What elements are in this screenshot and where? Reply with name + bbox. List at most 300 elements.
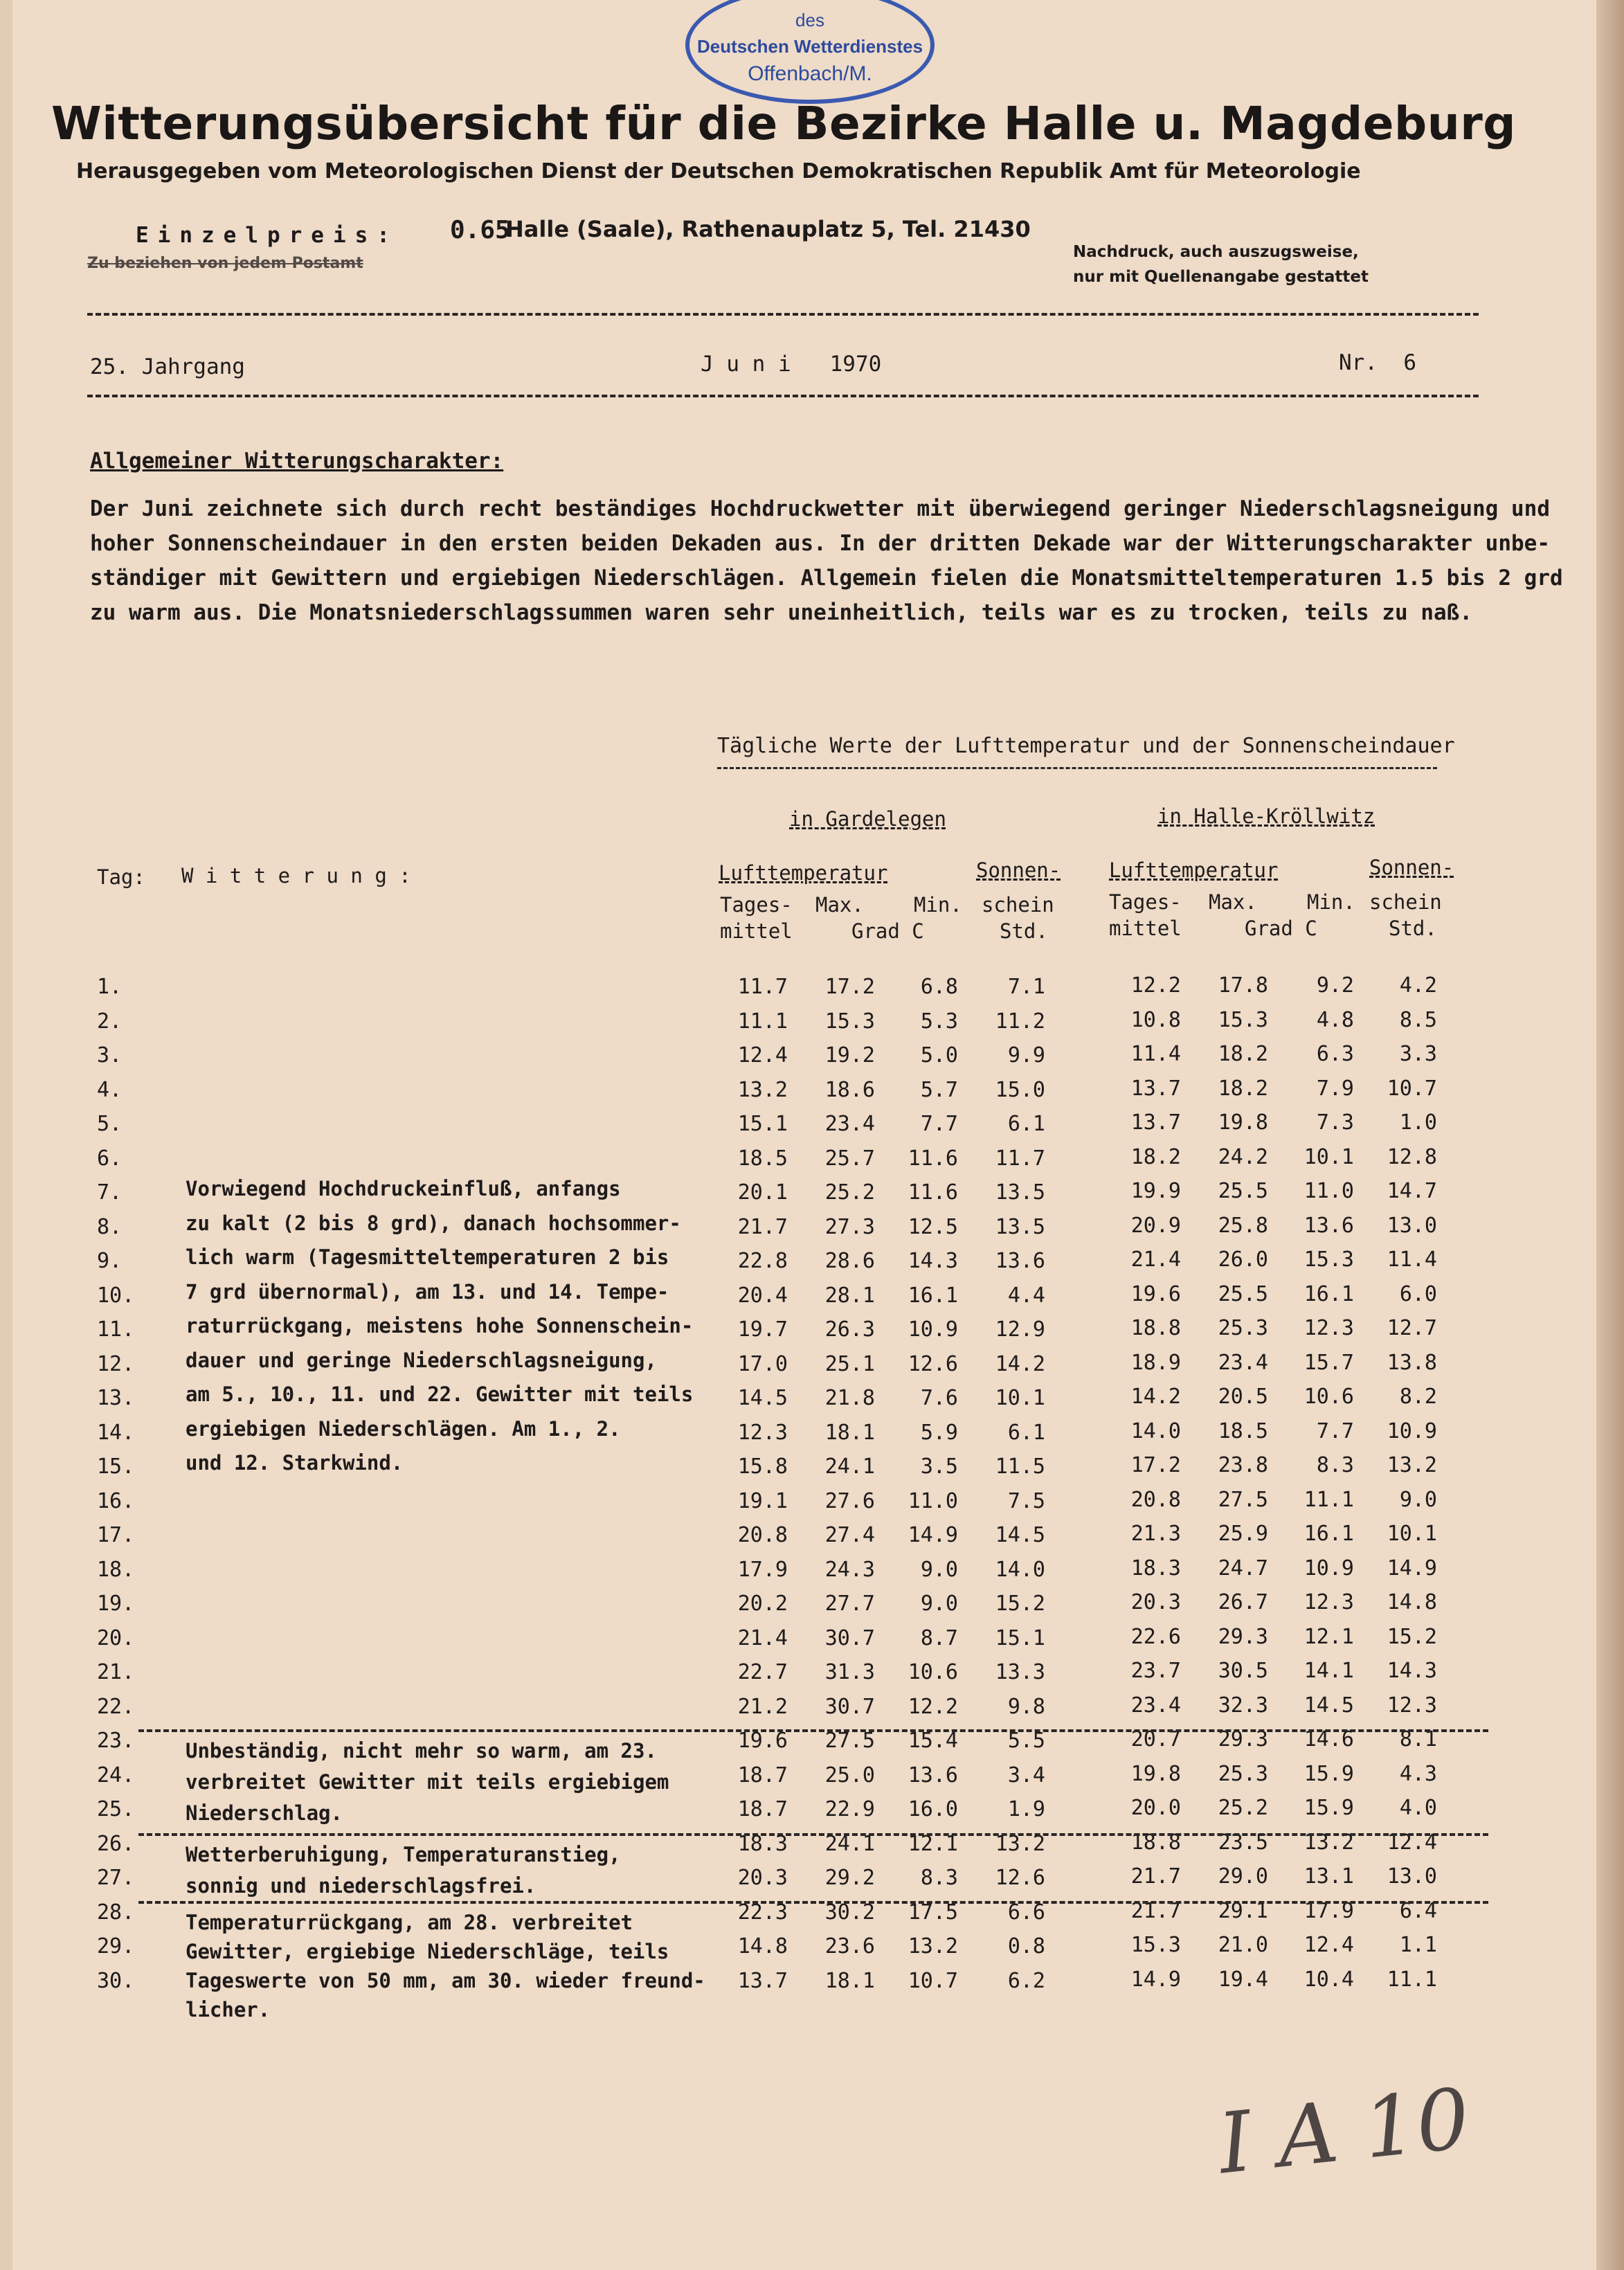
gardelegen-cell: 11.6	[908, 1180, 958, 1205]
gardelegen-cell: 9.9	[1007, 1043, 1045, 1068]
gardelegen-cell: 24.1	[824, 1832, 875, 1856]
halle-cell: 25.9	[1218, 1522, 1268, 1546]
halle-cell: 21.4	[1130, 1247, 1181, 1272]
halle-cell: 23.8	[1218, 1453, 1268, 1477]
document-title: Witterungsübersicht für die Bezirke Halle u. Magdeburg	[51, 97, 1517, 150]
halle-cell: 7.3	[1316, 1110, 1354, 1135]
halle-cell: 13.0	[1387, 1864, 1437, 1889]
gardelegen-cell: 1.9	[1007, 1797, 1045, 1821]
halle-cell: 14.9	[1387, 1556, 1437, 1580]
postamt-note: Zu beziehen von jedem Postamt	[87, 255, 363, 272]
halle-cell: 6.4	[1399, 1899, 1437, 1923]
halle-cell: 29.3	[1218, 1625, 1268, 1649]
halle-cell: 17.8	[1218, 973, 1268, 998]
halle-cell: 11.1	[1303, 1488, 1354, 1512]
halle-cell: 16.1	[1303, 1282, 1354, 1306]
gardelegen-cell: 13.2	[995, 1832, 1045, 1856]
halle-cell: 17.9	[1303, 1899, 1354, 1923]
h-mittel-header: mittel	[1109, 917, 1182, 940]
stamp-line-3: Offenbach/M.	[748, 62, 872, 85]
halle-cell: 1.1	[1399, 1933, 1437, 1957]
period-separator	[138, 1901, 1488, 1904]
halle-cell: 15.3	[1303, 1247, 1354, 1272]
halle-cell: 4.8	[1316, 1008, 1354, 1032]
g-tages-header: Tages-	[720, 893, 793, 917]
g-luft-header: Lufttemperatur	[719, 861, 888, 885]
gardelegen-cell: 16.1	[908, 1283, 958, 1308]
halle-cell: 13.2	[1387, 1453, 1437, 1477]
publisher-address: Halle (Saale), Rathenauplatz 5, Tel. 21430	[505, 216, 1031, 242]
gardelegen-cell: 14.8	[737, 1934, 788, 1958]
gardelegen-cell: 3.4	[1007, 1763, 1045, 1787]
day-label: 26.	[97, 1832, 135, 1856]
halle-cell: 7.9	[1316, 1077, 1354, 1101]
day-label: 1.	[97, 975, 123, 999]
day-label: 23.	[97, 1729, 135, 1753]
halle-cell: 29.3	[1218, 1727, 1268, 1751]
price-label: Einzelpreis:	[136, 223, 399, 248]
publisher-line: Herausgegeben vom Meteorologischen Dienst der Deutschen Demokratischen Republik Amt für Meteorologie	[76, 159, 1361, 183]
gardelegen-cell: 23.4	[824, 1112, 875, 1136]
halle-cell: 6.3	[1316, 1042, 1354, 1066]
gardelegen-cell: 18.1	[824, 1421, 875, 1445]
caption-underline	[717, 767, 1437, 769]
gardelegen-cell: 14.0	[995, 1558, 1045, 1582]
day-label: 14.	[97, 1421, 135, 1445]
halle-cell: 20.3	[1130, 1590, 1181, 1614]
halle-cell: 14.9	[1130, 1967, 1181, 1992]
page-left-edge	[0, 0, 12, 2270]
halle-cell: 18.9	[1130, 1351, 1181, 1375]
halle-cell: 20.7	[1130, 1727, 1181, 1751]
weather-description-line: raturrückgang, meistens hohe Sonnenschein-	[186, 1314, 694, 1337]
g-max-header: Max.	[815, 893, 864, 917]
gardelegen-cell: 27.5	[824, 1729, 875, 1753]
halle-cell: 9.2	[1316, 973, 1354, 998]
gardelegen-cell: 17.2	[824, 975, 875, 999]
halle-cell: 14.2	[1130, 1385, 1181, 1409]
halle-cell: 15.7	[1303, 1351, 1354, 1375]
halle-cell: 26.7	[1218, 1590, 1268, 1614]
halle-cell: 21.3	[1130, 1522, 1181, 1546]
halle-cell: 19.6	[1130, 1282, 1181, 1306]
halle-cell: 18.8	[1130, 1316, 1181, 1340]
col-witterung-header: W i t t e r u n g :	[181, 864, 411, 888]
gardelegen-cell: 21.4	[737, 1626, 788, 1650]
paragraph-line: ständiger mit Gewittern und ergiebigen Niederschlägen. Allgemein fielen die Monatsmitteltemperaturen 1.5 bis 2 grd	[90, 566, 1563, 591]
halle-cell: 14.6	[1303, 1727, 1354, 1751]
halle-cell: 13.7	[1130, 1077, 1181, 1101]
gardelegen-cell: 7.1	[1007, 975, 1045, 999]
weather-description-line: ergiebigen Niederschlägen. Am 1., 2.	[186, 1417, 621, 1441]
halle-cell: 14.7	[1387, 1179, 1437, 1203]
halle-cell: 11.4	[1130, 1042, 1181, 1066]
gardelegen-cell: 16.0	[908, 1797, 958, 1821]
gardelegen-cell: 0.8	[1007, 1934, 1045, 1958]
halle-cell: 16.1	[1303, 1522, 1354, 1546]
gardelegen-cell: 5.7	[920, 1078, 958, 1102]
day-label: 2.	[97, 1009, 123, 1034]
gardelegen-cell: 11.7	[737, 975, 788, 999]
day-label: 20.	[97, 1626, 135, 1650]
gardelegen-cell: 27.6	[824, 1489, 875, 1513]
divider-issue	[87, 395, 1479, 397]
gardelegen-cell: 15.1	[995, 1626, 1045, 1650]
paragraph-line: hoher Sonnenscheindauer in den ersten beiden Dekaden aus. In der dritten Dekade war der Witterungscharakter unbe-	[90, 531, 1550, 556]
weather-description-line: Tageswerte von 50 mm, am 30. wieder freund-	[186, 1969, 705, 1992]
gardelegen-cell: 7.7	[920, 1112, 958, 1136]
weather-description-line: dauer und geringe Niederschlagsneigung,	[186, 1349, 657, 1372]
halle-cell: 12.3	[1303, 1316, 1354, 1340]
divider-top	[87, 313, 1479, 316]
day-label: 7.	[97, 1180, 123, 1205]
halle-cell: 25.5	[1218, 1282, 1268, 1306]
gardelegen-cell: 5.3	[920, 1009, 958, 1034]
gardelegen-cell: 6.2	[1007, 1969, 1045, 1993]
gardelegen-cell: 22.3	[737, 1900, 788, 1925]
halle-cell: 19.9	[1130, 1179, 1181, 1203]
halle-cell: 20.0	[1130, 1796, 1181, 1820]
station-halle: in Halle-Kröllwitz	[1157, 804, 1375, 828]
gardelegen-cell: 30.2	[824, 1900, 875, 1925]
halle-cell: 20.8	[1130, 1488, 1181, 1512]
halle-cell: 18.8	[1130, 1830, 1181, 1855]
halle-cell: 18.2	[1218, 1042, 1268, 1066]
gardelegen-cell: 14.2	[995, 1352, 1045, 1376]
reprint-line-2: nur mit Quellenangabe gestattet	[1073, 268, 1369, 286]
day-label: 16.	[97, 1489, 135, 1513]
paragraph-line: zu warm aus. Die Monatsniederschlagssummen waren sehr uneinheitlich, teils war es zu trocken, teils zu naß.	[90, 600, 1473, 625]
day-label: 5.	[97, 1112, 123, 1136]
halle-cell: 19.8	[1218, 1110, 1268, 1135]
halle-cell: 29.1	[1218, 1899, 1268, 1923]
gardelegen-cell: 15.2	[995, 1592, 1045, 1616]
gardelegen-cell: 7.6	[920, 1386, 958, 1410]
g-sonnen-header: Sonnen-	[976, 858, 1061, 882]
halle-cell: 15.2	[1387, 1625, 1437, 1649]
gardelegen-cell: 21.7	[737, 1215, 788, 1239]
col-tag-header: Tag:	[97, 865, 145, 889]
handwritten-archive-mark: I A 10	[1214, 2071, 1474, 2193]
weather-description-line: Temperaturrückgang, am 28. verbreitet	[186, 1911, 633, 1934]
gardelegen-cell: 5.0	[920, 1043, 958, 1068]
gardelegen-cell: 10.7	[908, 1969, 958, 1993]
day-label: 3.	[97, 1043, 123, 1068]
g-mittel-header: mittel	[720, 919, 793, 943]
weather-description-line: zu kalt (2 bis 8 grd), danach hochsommer-	[186, 1211, 681, 1235]
day-label: 22.	[97, 1695, 135, 1719]
halle-cell: 10.7	[1387, 1077, 1437, 1101]
halle-cell: 25.5	[1218, 1179, 1268, 1203]
gardelegen-cell: 19.1	[737, 1489, 788, 1513]
day-label: 28.	[97, 1900, 135, 1925]
gardelegen-cell: 7.5	[1007, 1489, 1045, 1513]
halle-cell: 12.4	[1387, 1830, 1437, 1855]
halle-cell: 13.6	[1303, 1214, 1354, 1238]
gardelegen-cell: 8.3	[920, 1866, 958, 1890]
day-label: 11.	[97, 1317, 135, 1342]
halle-cell: 25.2	[1218, 1796, 1268, 1820]
gardelegen-cell: 5.9	[920, 1421, 958, 1445]
weather-description-line: verbreitet Gewitter mit teils ergiebigem	[186, 1770, 669, 1794]
halle-cell: 10.8	[1130, 1008, 1181, 1032]
halle-cell: 23.4	[1130, 1693, 1181, 1718]
archive-stamp	[685, 0, 935, 104]
halle-cell: 10.1	[1303, 1145, 1354, 1169]
gardelegen-cell: 9.0	[920, 1558, 958, 1582]
gardelegen-cell: 27.4	[824, 1523, 875, 1547]
gardelegen-cell: 25.7	[824, 1146, 875, 1171]
halle-cell: 18.2	[1130, 1145, 1181, 1169]
stamp-line-2: Deutschen Wetterdienstes	[696, 36, 923, 57]
halle-cell: 15.9	[1303, 1796, 1354, 1820]
gardelegen-cell: 20.4	[737, 1283, 788, 1308]
halle-cell: 19.8	[1130, 1762, 1181, 1786]
gardelegen-cell: 19.2	[824, 1043, 875, 1068]
g-min-header: Min.	[914, 893, 962, 917]
halle-cell: 6.0	[1399, 1282, 1437, 1306]
gardelegen-cell: 13.5	[995, 1215, 1045, 1239]
binding-edge	[1596, 0, 1624, 2270]
gardelegen-cell: 19.7	[737, 1317, 788, 1342]
halle-cell: 14.3	[1387, 1659, 1437, 1683]
day-label: 4.	[97, 1078, 123, 1102]
day-label: 9.	[97, 1249, 123, 1273]
day-label: 27.	[97, 1866, 135, 1890]
halle-cell: 29.0	[1218, 1864, 1268, 1889]
gardelegen-cell: 22.9	[824, 1797, 875, 1821]
halle-cell: 24.2	[1218, 1145, 1268, 1169]
halle-cell: 15.3	[1218, 1008, 1268, 1032]
halle-cell: 21.7	[1130, 1864, 1181, 1889]
gardelegen-cell: 6.6	[1007, 1900, 1045, 1925]
halle-cell: 27.5	[1218, 1488, 1268, 1512]
gardelegen-cell: 21.8	[824, 1386, 875, 1410]
gardelegen-cell: 13.5	[995, 1180, 1045, 1205]
period-separator	[138, 1729, 1488, 1732]
gardelegen-cell: 12.4	[737, 1043, 788, 1068]
gardelegen-cell: 18.7	[737, 1763, 788, 1787]
gardelegen-cell: 14.5	[737, 1386, 788, 1410]
reprint-notice	[1073, 240, 1369, 289]
halle-cell: 4.0	[1399, 1796, 1437, 1820]
gardelegen-cell: 17.0	[737, 1352, 788, 1376]
day-label: 6.	[97, 1146, 123, 1171]
gardelegen-cell: 15.1	[737, 1112, 788, 1136]
gardelegen-cell: 6.1	[1007, 1112, 1045, 1136]
day-label: 10.	[97, 1283, 135, 1308]
gardelegen-cell: 18.1	[824, 1969, 875, 1993]
gardelegen-cell: 15.3	[824, 1009, 875, 1034]
halle-cell: 11.0	[1303, 1179, 1354, 1203]
halle-cell: 11.1	[1387, 1967, 1437, 1992]
gardelegen-cell: 13.7	[737, 1969, 788, 1993]
halle-cell: 21.7	[1130, 1899, 1181, 1923]
gardelegen-cell: 11.1	[737, 1009, 788, 1034]
gardelegen-cell: 11.7	[995, 1146, 1045, 1171]
halle-cell: 25.3	[1218, 1762, 1268, 1786]
gardelegen-cell: 20.2	[737, 1592, 788, 1616]
day-label: 13.	[97, 1386, 135, 1410]
gardelegen-cell: 14.3	[908, 1249, 958, 1273]
gardelegen-cell: 24.1	[824, 1454, 875, 1479]
halle-cell: 15.9	[1303, 1762, 1354, 1786]
gardelegen-cell: 30.7	[824, 1626, 875, 1650]
gardelegen-cell: 11.2	[995, 1009, 1045, 1034]
halle-cell: 12.7	[1387, 1316, 1437, 1340]
halle-cell: 23.7	[1130, 1659, 1181, 1683]
day-label: 30.	[97, 1969, 135, 1993]
gardelegen-cell: 23.6	[824, 1934, 875, 1958]
halle-cell: 14.5	[1303, 1693, 1354, 1718]
halle-cell: 4.3	[1399, 1762, 1437, 1786]
day-label: 12.	[97, 1352, 135, 1376]
g-grad-header: Grad C	[851, 919, 924, 943]
h-luft-header: Lufttemperatur	[1109, 858, 1279, 882]
weather-description-line: am 5., 10., 11. und 22. Gewitter mit teils	[186, 1382, 694, 1406]
h-std-header: Std.	[1389, 917, 1437, 940]
weather-description-line: Gewitter, ergiebige Niederschläge, teils	[186, 1940, 669, 1963]
halle-cell: 26.0	[1218, 1247, 1268, 1272]
halle-cell: 17.2	[1130, 1453, 1181, 1477]
gardelegen-cell: 11.5	[995, 1454, 1045, 1479]
station-gardelegen: in Gardelegen	[789, 807, 946, 831]
weather-description-line: 7 grd übernormal), am 13. und 14. Tempe-	[186, 1280, 669, 1304]
g-std-header: Std.	[1000, 919, 1048, 943]
weather-description-line: licher.	[186, 1998, 271, 2021]
halle-cell: 3.3	[1399, 1042, 1437, 1066]
day-label: 17.	[97, 1523, 135, 1547]
issue-jahrgang: 25. Jahrgang	[90, 354, 245, 379]
weather-description-line: sonnig und niederschlagsfrei.	[186, 1874, 536, 1898]
gardelegen-cell: 15.4	[908, 1729, 958, 1753]
gardelegen-cell: 12.3	[737, 1421, 788, 1445]
gardelegen-cell: 11.6	[908, 1146, 958, 1171]
halle-cell: 13.8	[1387, 1351, 1437, 1375]
halle-cell: 9.0	[1399, 1488, 1437, 1512]
reprint-line-1: Nachdruck, auch auszugsweise,	[1073, 243, 1359, 261]
gardelegen-cell: 4.4	[1007, 1283, 1045, 1308]
halle-cell: 15.3	[1130, 1933, 1181, 1957]
halle-cell: 8.5	[1399, 1008, 1437, 1032]
halle-cell: 13.0	[1387, 1214, 1437, 1238]
halle-cell: 14.8	[1387, 1590, 1437, 1614]
weather-description-line: Wetterberuhigung, Temperaturanstieg,	[186, 1843, 621, 1866]
weather-description-line: und 12. Starkwind.	[186, 1451, 404, 1475]
halle-cell: 22.6	[1130, 1625, 1181, 1649]
gardelegen-cell: 18.3	[737, 1832, 788, 1856]
gardelegen-cell: 30.7	[824, 1695, 875, 1719]
halle-cell: 7.7	[1316, 1419, 1354, 1443]
gardelegen-cell: 22.7	[737, 1660, 788, 1684]
gardelegen-cell: 3.5	[920, 1454, 958, 1479]
gardelegen-cell: 18.7	[737, 1797, 788, 1821]
halle-cell: 25.8	[1218, 1214, 1268, 1238]
gardelegen-cell: 18.5	[737, 1146, 788, 1171]
gardelegen-cell: 10.9	[908, 1317, 958, 1342]
halle-cell: 10.1	[1387, 1522, 1437, 1546]
h-schein-header: schein	[1369, 890, 1442, 914]
halle-cell: 11.4	[1387, 1247, 1437, 1272]
halle-cell: 10.4	[1303, 1967, 1354, 1992]
gardelegen-cell: 11.0	[908, 1489, 958, 1513]
masthead	[51, 97, 1516, 150]
halle-cell: 12.3	[1387, 1693, 1437, 1718]
halle-cell: 10.6	[1303, 1385, 1354, 1409]
gardelegen-cell: 31.3	[824, 1660, 875, 1684]
gardelegen-cell: 20.3	[737, 1866, 788, 1890]
h-min-header: Min.	[1307, 890, 1355, 914]
day-label: 15.	[97, 1454, 135, 1479]
day-label: 18.	[97, 1558, 135, 1582]
gardelegen-cell: 24.3	[824, 1558, 875, 1582]
gardelegen-cell: 13.2	[908, 1934, 958, 1958]
h-grad-header: Grad C	[1245, 917, 1317, 940]
gardelegen-cell: 15.0	[995, 1078, 1045, 1102]
gardelegen-cell: 28.1	[824, 1283, 875, 1308]
gardelegen-cell: 19.6	[737, 1729, 788, 1753]
halle-cell: 18.3	[1130, 1556, 1181, 1580]
gardelegen-cell: 22.8	[737, 1249, 788, 1273]
price-value: 0.65	[450, 216, 510, 244]
day-label: 8.	[97, 1215, 123, 1239]
day-label: 19.	[97, 1592, 135, 1616]
halle-cell: 14.0	[1130, 1419, 1181, 1443]
gardelegen-cell: 25.2	[824, 1180, 875, 1205]
g-schein-header: schein	[982, 893, 1054, 917]
halle-cell: 18.2	[1218, 1077, 1268, 1101]
gardelegen-cell: 13.2	[737, 1078, 788, 1102]
halle-cell: 30.5	[1218, 1659, 1268, 1683]
gardelegen-cell: 6.8	[920, 975, 958, 999]
weather-description-line: Unbeständig, nicht mehr so warm, am 23.	[186, 1739, 657, 1763]
gardelegen-cell: 13.3	[995, 1660, 1045, 1684]
halle-cell: 32.3	[1218, 1693, 1268, 1718]
paragraph-line: Der Juni zeichnete sich durch recht beständiges Hochdruckwetter mit überwiegend geringer Niederschlagsneigung und	[90, 496, 1550, 521]
gardelegen-cell: 21.2	[737, 1695, 788, 1719]
day-label: 29.	[97, 1934, 135, 1958]
gardelegen-cell: 14.5	[995, 1523, 1045, 1547]
halle-cell: 12.1	[1303, 1625, 1354, 1649]
h-tages-header: Tages-	[1109, 890, 1182, 914]
issue-number: Nr. 6	[1339, 350, 1416, 375]
halle-cell: 19.4	[1218, 1967, 1268, 1992]
gardelegen-cell: 12.6	[995, 1866, 1045, 1890]
halle-cell: 20.9	[1130, 1214, 1181, 1238]
table-caption: Tägliche Werte der Lufttemperatur und der Sonnenscheindauer	[717, 734, 1455, 758]
section-heading: Allgemeiner Witterungscharakter:	[90, 449, 504, 474]
halle-cell: 10.9	[1387, 1419, 1437, 1443]
stamp-line-1: des	[795, 10, 824, 30]
gardelegen-cell: 13.6	[908, 1763, 958, 1787]
gardelegen-cell: 8.7	[920, 1626, 958, 1650]
halle-cell: 8.2	[1399, 1385, 1437, 1409]
halle-cell: 20.5	[1218, 1385, 1268, 1409]
gardelegen-cell: 18.6	[824, 1078, 875, 1102]
halle-cell: 25.3	[1218, 1316, 1268, 1340]
day-label: 24.	[97, 1763, 135, 1787]
gardelegen-cell: 15.8	[737, 1454, 788, 1479]
halle-cell: 8.1	[1399, 1727, 1437, 1751]
gardelegen-cell: 20.1	[737, 1180, 788, 1205]
gardelegen-cell: 25.0	[824, 1763, 875, 1787]
gardelegen-cell: 17.5	[908, 1900, 958, 1925]
halle-cell: 1.0	[1399, 1110, 1437, 1135]
issue-month: J u n i 1970	[701, 352, 882, 377]
gardelegen-cell: 17.9	[737, 1558, 788, 1582]
h-max-header: Max.	[1209, 890, 1257, 914]
halle-cell: 12.4	[1303, 1933, 1354, 1957]
